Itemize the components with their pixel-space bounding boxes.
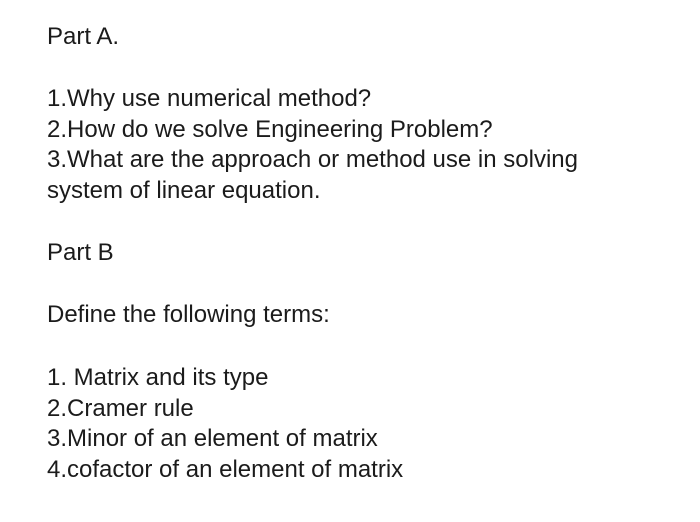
part-a-question-1: 1.Why use numerical method? — [47, 85, 372, 112]
part-b-term-1: 1. Matrix and its type — [47, 364, 269, 391]
part-a-question-2: 2.How do we solve Engineering Problem? — [47, 115, 493, 143]
part-b-heading: Part B — [47, 239, 114, 266]
part-b-term-2: 2.Cramer rule — [47, 394, 194, 422]
part-b-term-list — [47, 363, 403, 485]
part-b-term-4: 4.cofactor of an element of matrix — [47, 455, 404, 483]
part-b-term-3: 3.Minor of an element of matrix — [47, 425, 378, 452]
part-b-instruction: Define the following terms: — [47, 301, 330, 328]
part-a-question-3-continuation: system of linear equation. — [47, 176, 321, 204]
part-a-question-list — [47, 84, 578, 206]
part-a-question-3: 3.What are the approach or method use in solving — [47, 146, 578, 173]
part-a-heading: Part A. — [47, 23, 120, 50]
